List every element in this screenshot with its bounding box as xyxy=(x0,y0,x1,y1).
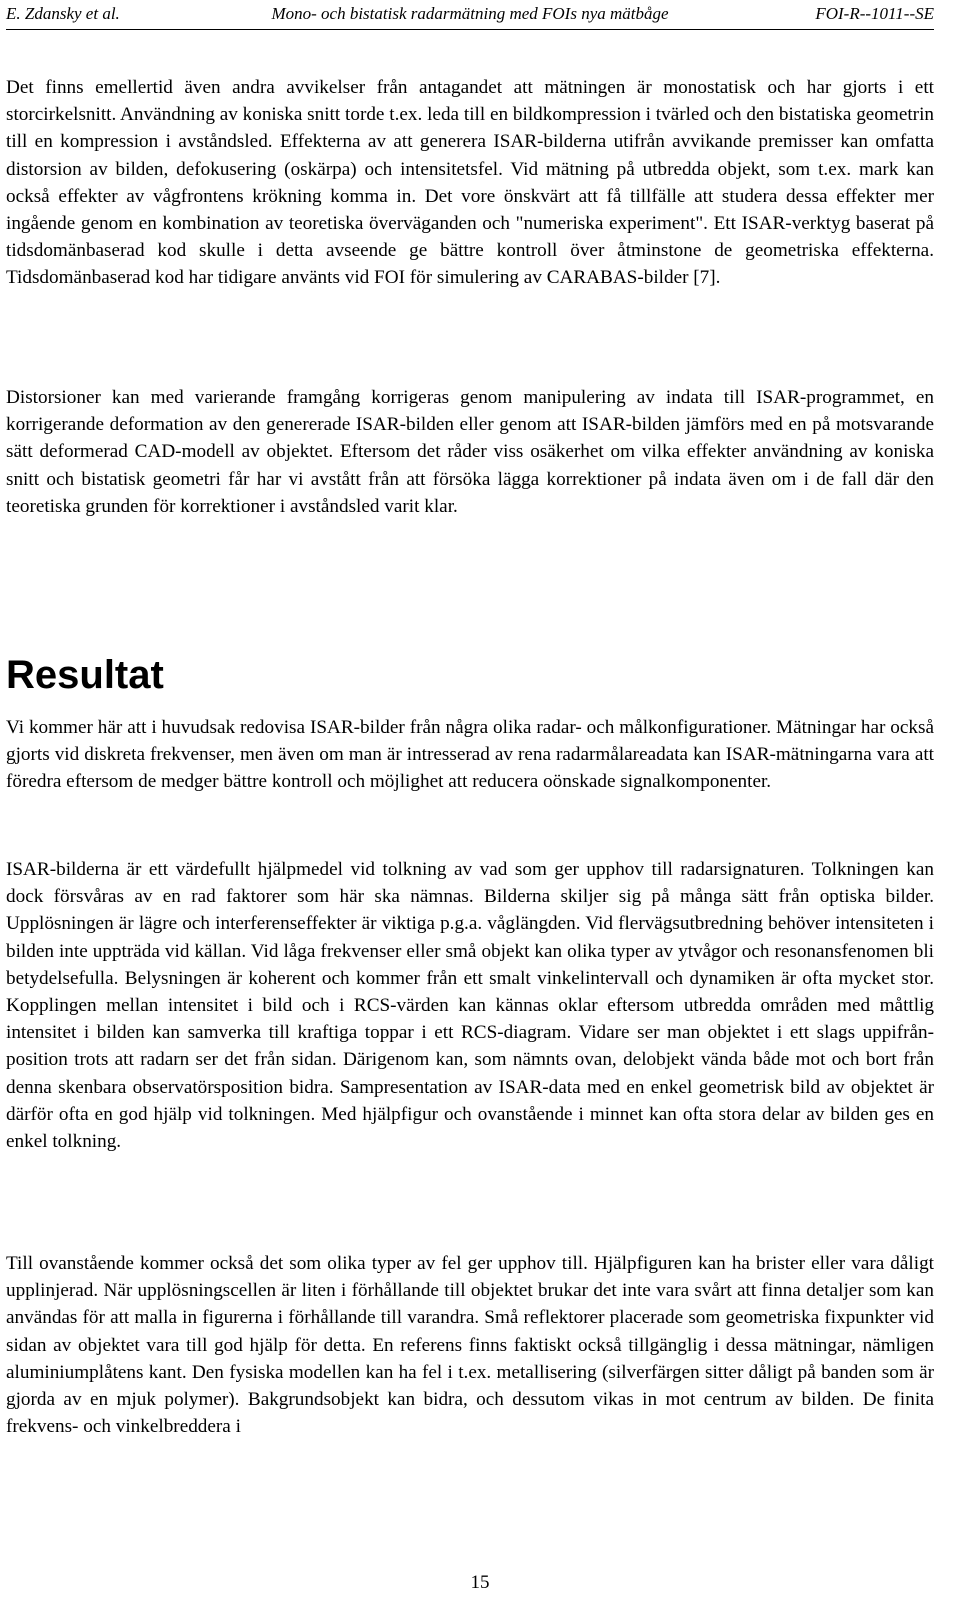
header-document-title: Mono- och bistatisk radarmätning med FOIs nya mätbåge xyxy=(271,4,669,23)
paragraph-error-sources: Till ovanstående kommer också det som olika typer av fel ger upphov till. Hjälpfiguren kan ha brister eller vara dåligt upplinjerad. När upplösningscellen är liten i förhållande till objektet brukar det inte vara svårt att finna detaljer som kan användas för att malla in figurerna i förhållande till varandra. Små reflektorer placerade som geometriska fixpunkter vid sidan av objektet vara till god hjälp för detta. En referens finns faktiskt också tillgänglig i dessa mätningar, nämligen aluminiumplåtens kant. Den fysiska modellen kan ha fel i t.ex. metallisering (silverfärgen sitter dåligt på banden som är gjorda av en mjuk polymer). Bakgrundsobjekt kan bidra, och dessutom vikas in mot centrum av bilden. De finita frekvens- och vinkelbreddera i xyxy=(6,1253,934,1438)
page-number: 15 xyxy=(470,1572,490,1593)
page-header xyxy=(6,3,934,25)
paragraph-deviations: Det finns emellertid även andra avvikelser från antagandet att mätningen är monostatisk och har gjorts i ett storcirkelsnitt. Användning av koniska snitt torde t.ex. leda till en bildkompression i tvärled och den bistatiska geometrin till en kompression i avståndsled. Effekterna av att generera ISAR-bilderna utifrån avvikande premisser kan omfatta distorsion av bilden, defokusering (oskärpa) och intensitetsfel. Vid mätning på utbredda objekt, som t.ex. mark kan också effekter av vågfrontens krökning komma in. Det vore önskvärt att få tillfälle att studera dessa effekter mer ingående genom en kombination av teoretiska överväganden och "numeriska experiment". Ett ISAR-verktyg baserat på tidsdomänbaserad kod skulle i detta avseende ge bättre kontroll över åtminstone de geometriska effekterna. Tidsdomänbaserad kod har tidigare använts vid FOI för simulering av CARABAS-bilder [7]. xyxy=(6,77,934,289)
paragraph-results-intro: Vi kommer här att i huvudsak redovisa ISAR-bilder från några olika radar- och målkonfigurationer. Mätningar har också gjorts vid diskreta frekvenser, men även om man är intresserad av rena radarmålareadata kan ISAR-mätningarna vara att föredra eftersom de medger bättre kontroll och möjlighet att reducera oönskade signalkomponenter. xyxy=(6,717,934,793)
header-author: E. Zdansky et al. xyxy=(6,4,120,23)
section-heading-resultat: Resultat xyxy=(6,653,164,697)
paragraph-distortion-correction: Distorsioner kan med varierande framgång korrigeras genom manipulering av indata till ISAR-programmet, en korrigerande deformation av den genererade ISAR-bilden eller genom att ISAR-bilden jämförs med en på motsvarande sätt deformerad CAD-modell av objektet. Eftersom det råder viss osäkerhet om vilka effekter användning av koniska snitt och bistatisk geometri får har vi avstått från att försöka lägga korrektioner på indata även om i de fall där den teoretiska grunden för korrektioner i avståndsled varit klar. xyxy=(6,387,934,517)
header-report-id: FOI-R--1011--SE xyxy=(815,4,934,23)
paragraph-isar-interpretation: ISAR-bilderna är ett värdefullt hjälpmedel vid tolkning av vad som ger upphov till radarsignaturen. Tolkningen kan dock försvåras av en rad faktorer som här ska nämnas. Bilderna skiljer sig på många sätt från optiska bilder. Upplösningen är lägre och interferenseffekter är viktiga p.g.a. våglängden. Vid flervägsutbredning behöver intensiteten i bilden inte uppträda vid källan. Vid låga frekvenser eller små objekt kan olika typer av ytvågor och resonansfenomen bli betydelsefulla. Belysningen är koherent och kommer från ett smalt vinkelintervall och dynamiken är ofta mycket stor. Kopplingen mellan intensitet i bild och i RCS-värden kan kännas oklar eftersom utbredda områden med måttlig intensitet i bilden kan samverka till kraftiga toppar i ett RCS-diagram. Vidare ser man objektet i ett slags uppifrån-position trots att radarn ser det från sidan. Därigenom kan, som nämnts ovan, delobjekt vända både mot och bort från denna skenbara observatörsposition bidra. Sampresentation av ISAR-data med en enkel geometrisk bild av objektet är därför ofta en god hjälp vid tolkningen. Med hjälpfigur och ovanstående i minnet kan ofta stora delar av bilden ges en enkel tolkning. xyxy=(6,859,934,1153)
header-divider xyxy=(6,29,934,30)
